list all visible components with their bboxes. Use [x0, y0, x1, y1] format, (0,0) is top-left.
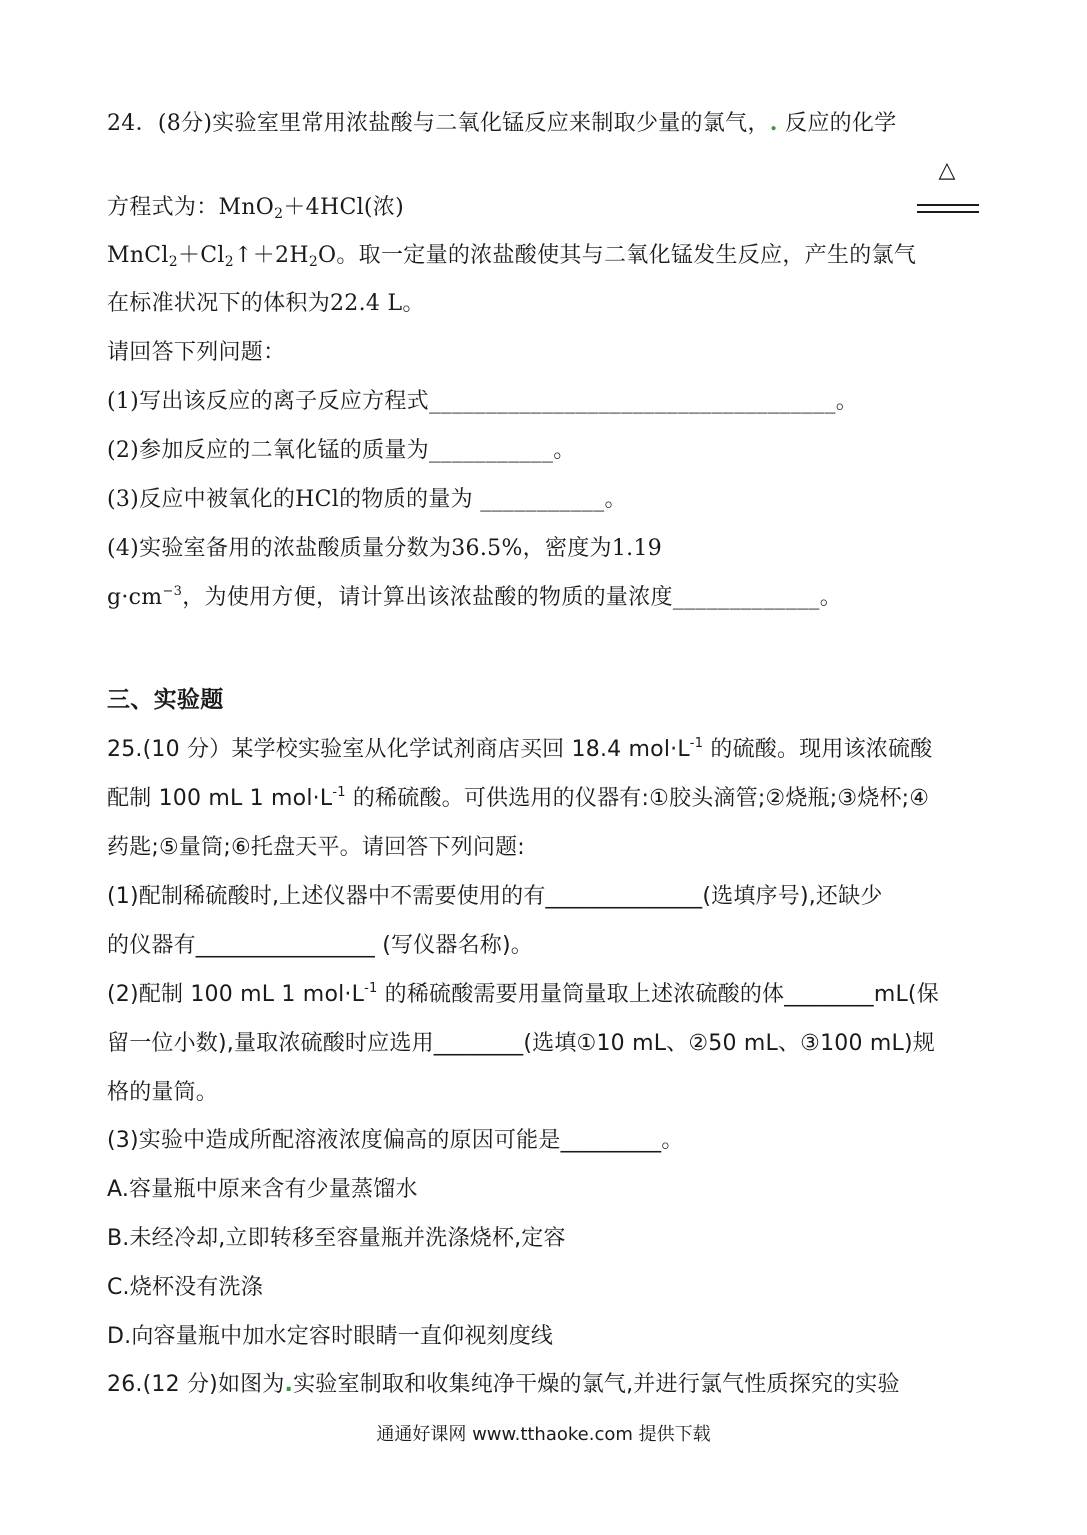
- q24-line-5: 请回答下列问题：: [107, 340, 286, 365]
- q24-subquestion-3: (3)反应中被氧化的HCl的物质的量为 ___________。: [107, 487, 627, 512]
- equation-bar-bottom: [917, 211, 979, 213]
- green-dot: .: [769, 110, 778, 136]
- q25-line-3: 药匙;⑤量筒;⑥托盘天平。请回答下列问题:: [107, 835, 525, 860]
- q25-subquestion-2: (2)配制 100 mL 1 $mol\cdot L^{-1}$ 的稀硫酸需要用量筒量取上述浓硫酸的体________mL(保: [107, 981, 939, 1007]
- q24-subquestion-4: (4)实验室备用的浓盐酸质量分数为36.5%，密度为1.19: [107, 536, 663, 561]
- q26-line-1: 26.(12 分)如图为.实验室制取和收集纯净干燥的氯气,并进行氯气性质探究的实验: [107, 1372, 900, 1397]
- green-dot: .: [284, 1372, 294, 1397]
- q25-subquestion-1: (1)配制稀硫酸时,上述仪器中不需要使用的有______________(选填序号),还缺少: [107, 884, 883, 909]
- q24-subquestion-4-cont: $g\cdot cm^{-3}$，为使用方便，请计算出该浓盐酸的物质的量浓度_____________。: [107, 584, 843, 610]
- equation-bar-top: [917, 204, 979, 206]
- q25-line-1: 25.(10 分）某学校实验室从化学试剂商店买回 18.4 $mol\cdot L^{-1}$ 的硫酸。现用该浓硫酸: [107, 736, 933, 762]
- q24-line-4: 在标准状况下的体积为22.4 L。: [107, 291, 425, 316]
- q24-line-2: 方程式为：MnO$_2$＋4HCl(浓): [107, 195, 404, 222]
- q24-line-3: $MnCl_2+Cl_2↑+2H_2O$。取一定量的浓盐酸使其与二氧化锰发生反应，产生的氯气: [107, 243, 917, 270]
- q25-subquestion-2-end: 格的量筒。: [107, 1080, 219, 1105]
- q24-subquestion-1: (1)写出该反应的离子反应方程式____________________________________。: [107, 389, 859, 414]
- q24-line-1: 24．(8分)实验室里常用浓盐酸与二氧化锰反应来制取少量的氯气，. 反应的化学: [107, 110, 897, 136]
- q25-option-d: D.向容量瓶中加水定容时眼睛一直仰视刻度线: [107, 1324, 554, 1349]
- section-heading: 三、实验题: [107, 686, 224, 713]
- page-footer: 通通好课网 www.tthaoke.com 提供下载: [376, 1424, 711, 1445]
- heat-condition-symbol: △: [938, 158, 956, 183]
- q25-subquestion-3: (3)实验中造成所配溶液浓度偏高的原因可能是_________。: [107, 1128, 684, 1153]
- q25-subquestion-1-cont: 的仪器有________________ (写仪器名称)。: [107, 933, 533, 958]
- q25-option-a: A.容量瓶中原来含有少量蒸馏水: [107, 1177, 418, 1202]
- q25-line-2: 配制 100 mL 1 $mol\cdot L^{-1}$ 的稀硫酸。可供选用的仪器有:①胶头滴管;②烧瓶;③烧杯;④: [107, 785, 930, 811]
- q25-subquestion-2-cont: 留一位小数),量取浓硫酸时应选用________(选填①10 mL、②50 mL、③100 mL)规: [107, 1031, 935, 1056]
- q24-subquestion-2: (2)参加反应的二氧化锰的质量为___________。: [107, 438, 576, 463]
- q25-option-c: C.烧杯没有洗涤: [107, 1275, 263, 1300]
- q25-option-b: B.未经冷却,立即转移至容量瓶并洗涤烧杯,定容: [107, 1226, 566, 1251]
